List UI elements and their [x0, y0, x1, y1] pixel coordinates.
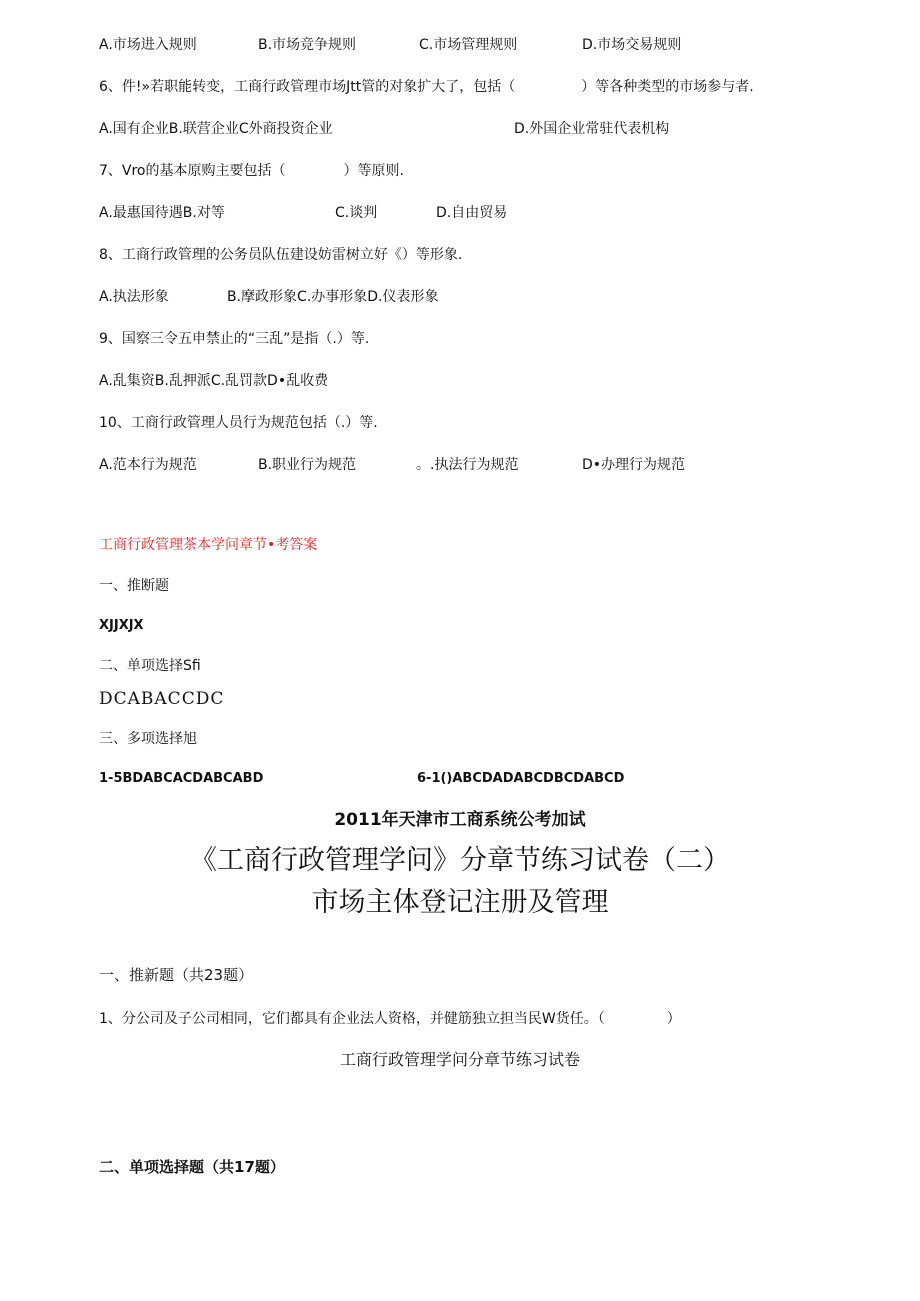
answers-heading: 工商行政管理茶本学问章节•考答案: [99, 537, 318, 553]
q5-option-d: D.市场交易规则: [582, 37, 682, 53]
section1-q1: [99, 1010, 681, 1028]
q6-stem: 6、件!»若职能转变，工商行政管理市场Jtt管的对象扩大了，包括（: [99, 79, 516, 95]
q9-options: A.乱集资B.乱押派C.乱罚款D•乱收费: [99, 373, 329, 389]
q7-option-ab: A.最惠国待遇B.对等: [99, 205, 225, 221]
answers-part2-answer: DCABACCDC: [99, 689, 225, 709]
section1-label: 一、推新题（共23题）: [99, 966, 254, 984]
q9-text: 9、国察三令五申禁止的“三乱”是指（.）等.: [99, 331, 370, 347]
q6-text: [99, 78, 754, 96]
q10-text: 10、工商行政管理人员行为规范包括（.）等.: [99, 415, 378, 431]
exam-title-main: 《工商行政管理学问》分章节练习试卷（二）: [190, 845, 730, 876]
answers-part3-answer-b: 6-1()ABCDADABCDBCDABCD: [417, 771, 625, 786]
answers-part3-label: 三、多项选择旭: [99, 731, 197, 747]
q7-text: [99, 162, 404, 180]
q5-option-a: A.市场进入规则: [99, 37, 197, 53]
page-footer: 工商行政管理学问分章节练习试卷: [339, 1050, 580, 1069]
section2-label: 二、单项选择题（共17题）: [99, 1158, 285, 1176]
q10-option-a: A.范本行为规范: [99, 457, 197, 473]
answers-part2-label: 二、单项选择Sfi: [99, 658, 201, 674]
q6-option-d: D.外国企业常驻代表机构: [514, 121, 670, 137]
section1-q1-stem: 1、分公司及子公司相同，它们都具有企业法人资格，并健筋独立担当民W货任。（: [99, 1011, 605, 1027]
answers-part3-answer-a: 1-5BDABCACDABCABD: [99, 771, 264, 786]
q6-option-abc: A.国有企业B.联营企业C外商投资企业: [99, 121, 333, 137]
q8-option-bcd: B.摩政形象C.办事形象D.仪表形象: [227, 289, 439, 305]
q7-option-c: C.谈判: [335, 205, 378, 221]
q10-option-b: B.职业行为规范: [258, 457, 357, 473]
q7-option-d: D.自由贸易: [436, 205, 508, 221]
q8-option-a: A.执法形象: [99, 289, 169, 305]
q7-stem: 7、Vro的基本原购主要包括（: [99, 163, 286, 179]
q5-option-c: C.市场管理规则: [419, 37, 518, 53]
section1-q1-tail: ）: [666, 1011, 681, 1027]
answers-part1-answer: XJJXJX: [99, 618, 144, 633]
exam-title-year: 2011年天津市工商系统公考加试: [334, 810, 586, 830]
q5-option-b: B.市场竞争规则: [258, 37, 357, 53]
q7-tail: ）等原则.: [343, 163, 404, 179]
q10-option-c: 。.执法行为规范: [416, 457, 519, 473]
q6-tail: ）等各种类型的市场参与者.: [581, 79, 754, 95]
q8-text: 8、工商行政管理的公务员队伍建设妨雷树立好《）等形象.: [99, 247, 463, 263]
q10-option-d: D•办理行为规范: [582, 457, 686, 473]
answers-part1-label: 一、推断题: [99, 578, 169, 594]
exam-title-sub: 市场主体登记注册及管理: [311, 887, 609, 918]
